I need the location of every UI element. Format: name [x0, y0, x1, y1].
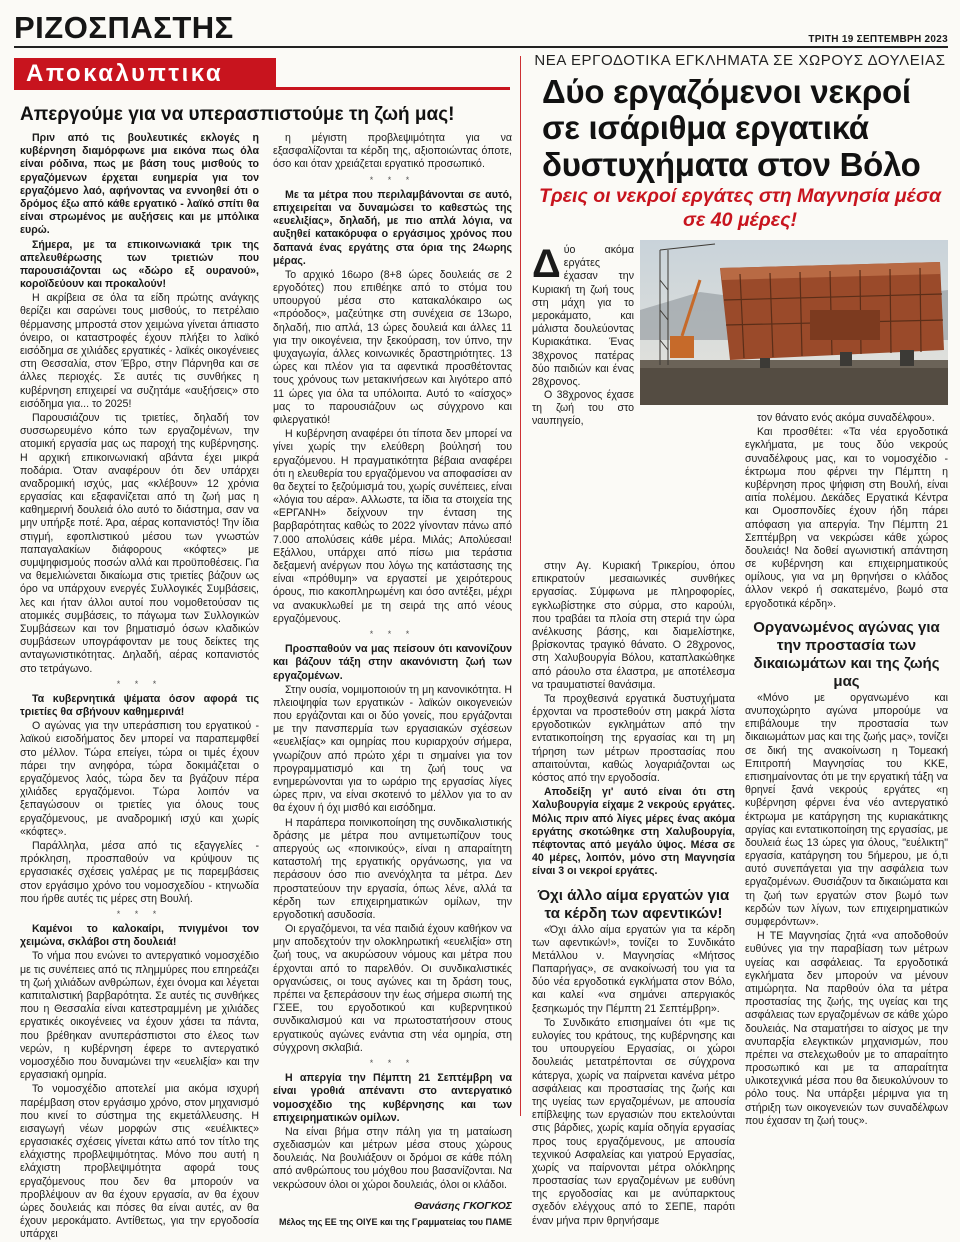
issue-date: ΤΡΙΤΗ 19 ΣΕΠΤΕΜΒΡΗ 2023: [808, 34, 948, 45]
paragraph: Αποδείξη γι' αυτό είναι ότι στη Χαλυβουργία είχαμε 2 νεκρούς εργάτες. Μόλις πριν από λίγες μέρες ένας ακόμα εργάτης σκοτώθηκε στη Χαλυβουργία, πέφτοντας από μεγάλο ύψος. Μέσα σε 40 μέρες, λοιπόν, μόνο στη Μαγνησία είναι 3 οι νεκροί εργάτες.: [532, 786, 735, 878]
news-column-2: [745, 412, 948, 1127]
paragraph: Σήμερα, με τα επικοινωνιακά τρικ της απελευθέρωσης των τριετιών που παρουσιάζονται ως «δώρο εξ ουρανού», κοροϊδεύουν και προκαλούν!: [20, 238, 259, 291]
news-kicker: ΝΕΑ ΕΡΓΟΔΟΤΙΚΑ ΕΓΚΛΗΜΑΤΑ ΣΕ ΧΩΡΟΥΣ ΔΟΥΛΕΙΑΣ: [534, 52, 946, 69]
paragraph: Οι εργαζόμενοι, τα νέα παιδιά έχουν καθήκον να μην αποδεχτούν την ολοκληρωτική «ευελιξία» στη ζωή τους, να ακυρώσουν νόμους και μέτρα που έρχονται από το παρελθόν. Οι συνδικαλιστικές οργανώσεις, οι τους αγώνες και τη δράση τους, πρέπει να ξεπεράσουν την έως σήμερα σιωπή της ΓΣΕΕ, του εργοδοτικού και κυβερνητικού συνδικαλισμού και να πρωτοστατήσουν στους εργατικούς αγώνες ενάντια στη νέα ομηρία, στη σύγχρονη σκλαβιά.: [273, 923, 512, 1054]
news-column-1: [532, 560, 735, 1227]
subheading: Όχι άλλο αίμα εργατών για τα κέρδη των αφεντικών!: [537, 886, 730, 922]
news-body: [532, 242, 948, 1227]
section-separator: * * *: [369, 174, 416, 185]
paragraph: Η ΤΕ Μαγνησίας ζητά «να αποδοθούν ευθύνες για την παραβίαση των μέτρων υγείας και ασφάλειας. Τα εργοδοτικά εγκλήματα δεν μπορούν να μένουν ατιμώρητα. Να παρθούν όλα τα μέτρα προστασίας της ζωής, της υγείας και της ασφάλειας των εργαζομένων σε κάθε χώρο δουλειάς. Να σταματήσει το αίσχος με την ανυπαρξία ελεγκτικών μηχανισμών, που πρέπει να στελεχωθούν με το απαραίτητο προσωπικό και με τα απαραίτητα υλικοτεχνικά μέσα που θα διευκολύνουν το ρόλο τους. Να υπάρξει μέριμνα για τη στήριξη των οικογενειών των συναδέλφων που έχασαν τη ζωή τους».: [745, 930, 948, 1127]
paragraph: Καμένοι το καλοκαίρι, πνιγμένοι τον χειμώνα, σκλάβοι στη δουλειά!: [20, 923, 259, 949]
intro-text: ύο ακόμα εργάτες έχασαν την Κυριακή τη ζωή τους στη μάχη για το μεροκάματο, και μάλιστα δουλεύοντας Κυριακάτικα. Ένας 38χρονος πατέρας δύο παιδιών και ένας 28χρονος.: [532, 244, 634, 388]
news-intro: [532, 244, 634, 560]
paragraph: Στην ουσία, νομιμοποιούν τη μη κανονικότητα. Η πλειοψηφία των εργατικών - λαϊκών οικογενειών που εργάζονται και οι δύο γονείς, που εργάζονται με την πανσπερμία των εργασιακών σχέσεων «ευελιξίας» και ομηρίας που κυριαρχούν σήμερα, γνωρίζουν από πρώτο χέρι τι σημαίνει για τον προγραμματισμό και τη ζωή τους να ενημερώνονται για το ωράριο της εργασίας λίγες ώρες πριν, να είναι σκοτεινό το μέλλον για το αν θα έχουν ή όχι μισθό και εισόδημα.: [273, 683, 512, 815]
paragraph: στην Αγ. Κυριακή Τρικερίου, όπου επικρατούν μεσαιωνικές συνθήκες εργασίας. Σύμφωνα με πληροφορίες, εγκλωβίστηκε στο σύρμα, στο καρούλι, που τραβάει τα πλοία στη στεριά την ώρα ανέλκυσης βάσης, και διαμελίστηκε, βρίσκοντας τραγικό θάνατο. Ο 28χρονος, στη Χαλυβουργία Βόλου, καταπλακώθηκε από ράουλο στα έλαστρα, με αποτέλεσμα να τραυματιστεί θανάσιμα.: [532, 560, 735, 691]
paragraph: τον θάνατο ενός ακόμα συναδέλφου».: [757, 412, 935, 424]
section-separator: * * *: [116, 908, 163, 919]
paragraph: Το νήμα που ενώνει το αντεργατικό νομοσχέδιο με τις συνέπειες από τις πλημμύρες που επηρεάζει τη ζωή χιλιάδων ανθρώπων, έχει όνομα και λέγεται καπιταλιστική βαρβαρότητα. Σε αυτές τις συνθήκες που η Θεσσαλία είναι κατεστραμμένη με χιλιάδες εργατικές οικογένειες να έχουν χάσει τα πάντα, που βρέθηκαν ανυπεράσπιστοι στο έλεος των νερών, η κυβέρνηση έφερε το αντεργατικό νομοσχέδιο που δυναμώνει την «ευελιξία» και την εργασιακή ομηρία.: [20, 950, 259, 1082]
paragraph: Το Συνδικάτο επισημαίνει ότι «με τις ευλογίες του κράτους, της κυβέρνησης και του υπουργείου Εργασίας, οι χώροι δουλειάς μετατρέπονται σε σύγχρονα κάτεργα, χωρίς να παίρνεται κανένα μέτρο ασφάλειας και προστασίας της ζωής και της υγείας των εργαζομένων, με απουσία επίβλεψης των εργασιών που εκτελούνται στις βάρδιες, χωρίς καμία οδηγία εργασίας προς τους εργαζόμενους, με απουσία τεχνικού Ασφαλείας και γιατρού Εργασίας, χωρίς να παίρνονται μέτρα ολόκληρης προστασίας των εργαζομένων με ευθύνη της εργοδοσίας και με ανύπαρκτους σχεδόν ελέγχους από το ΣΕΠΕ, παρότι έναν μήνα πριν θρηνήσαμε: [532, 1016, 735, 1227]
paragraph: Παράλληλα, μέσα από τις εξαγγελίες - πρόκληση, προσπαθούν να κρύψουν τις εργασιακές σχέσεις γαλέρας με τις παρεμβάσεις στον εργάσιμο χρόνο του νομοσχεδίου - κτηνωδία που ήρθε αυτές τις μέρες στη Βουλή.: [20, 839, 259, 905]
paragraph: Τα κυβερνητικά ψέματα όσον αφορά τις τριετίες θα σβήνουν καθημερινά!: [20, 692, 259, 719]
section-label: Αποκαλυπτικα: [26, 60, 224, 87]
opinion-body: [20, 132, 512, 1241]
intro-text-2: Ο 38χρονος έχασε τη ζωή του στο ναυπηγείο,: [532, 389, 634, 428]
paragraph: Η κυβέρνηση αναφέρει ότι τίποτα δεν μπορεί να γίνει χωρίς την ελεύθερη βούλησή του εργαζόμενου. Η πραγματικότητα βέβαια αναφέρει ότι η ελευθερία του εργαζόμενου να αποφασίσει αν θα δεχτεί το ξεζούμισμά του, χωρίς συνέπειες, είναι «λόγια του αέρα». Αλλωστε, τα ίδια τα στοιχεία της «ΕΡΓΑΝΗ» δείχνουν την ένταση της βαρβαρότητας καθώς το 2022 γίνονταν πάνω από 7.000 απολύσεις κάθε μέρα. Μιλάς; Απολύεσαι! Εξάλλου, υπάρχει από πίσω μια τεράστια δεξαμενή ανέργων που λόγω της κατάστασης της είναι «πρόθυμη» να εργαστεί με χειρότερους όρους, πιο κακοπληρωμένη και όσο αντέξει, μέχρι να ανακυκλωθεί με τη σειρά της από νέους εργαζόμενους.: [273, 428, 512, 625]
column-divider: [520, 56, 521, 1116]
paragraph: Τα προχθεσινά εργατικά δυστυχήματα έρχονται να προστεθούν στη μακρά λίστα εργοδοτικών εγκλημάτων από την εντατικοποίηση της εργασίας και τη μη τήρηση των μέτρων προστασίας που απαιτούνται, καθώς λογαριάζονται ως κόστος από την εργοδοσία.: [532, 692, 735, 784]
opinion-headline: Απεργούμε για να υπερασπιστούμε τη ζωή μας!: [20, 104, 455, 125]
paragraph: Η απεργία την Πέμπτη 21 Σεπτέμβρη να είναι γροθιά απέναντι στο αντεργατικό νομοσχέδιο της κυβέρνησης και των επιχειρηματικών ομίλων.: [273, 1072, 512, 1124]
author-role: Μέλος της ΕΕ της ΟΙΥΕ και της Γραμματείας του ΠΑΜΕ: [278, 1216, 512, 1227]
section-separator: * * *: [369, 1057, 416, 1068]
paragraph: Η ακρίβεια σε όλα τα είδη πρώτης ανάγκης θερίζει και σαρώνει τους μισθούς, το πετρέλαιο θέρμανσης μπροστά στον χειμώνα γίνεται άπιαστο όνειρο, οι καταστροφές έχουν πλήξει το λαϊκό εισόδημα σε χιλιάδες εργατικές - λαϊκές οικογένειες στη Θεσσαλία, στον Έβρο, στην Πάρνηθα και σε άλλες περιοχές. Σε αυτές τις συνθήκες η κυβέρνηση επιχειρεί να συζητάμε «αυξήσεις» στο εισόδημα για... το 2025!: [20, 292, 259, 410]
paragraph: Και προσθέτει: «Τα νέα εργοδοτικά εγκλήματα, με τους δύο νεκρούς συναδέλφους μας, και το νομοσχέδιο - έκτρωμα που φέρνει την Πέμπτη η κυβέρνηση προς ψήφιση στη Βουλή, είναι αιτία πολέμου. Δεκάδες Εργατικά Κέντρα και Ομοσπονδίες έχουν ήδη πάρει απόφαση για απεργία. Την Πέμπτη 21 Σεπτέμβρη να νεκρώσει κάθε χώρος δουλειάς! Να δοθεί αγωνιστική απάντηση σε κυβέρνηση και επιχειρηματικούς ομίλους, για να μη θρηνήσει ο κλάδος άλλον νεκρό ή σακατεμένο, βωμό στα εργοδοτικά κέρδη».: [745, 426, 948, 610]
section-separator: * * *: [369, 628, 416, 639]
section-bar: [14, 58, 276, 90]
section-banner: [14, 58, 510, 92]
paragraph: Το νομοσχέδιο αποτελεί μια ακόμα ισχυρή παρέμβαση στον εργάσιμο χρόνο, στον μηχανισμό που κινεί το σύστημα της εκμετάλλευσης. Η εισαγωγή νέων μορφών στις «ευέλικτες» εργασιακές σχέσεις γίνεται κάτω από τον τίτλο της ελάχιστης προβλεψιμότητας. Μόνο που αυτή η ελάχιστη προβλεψιμότητα αφορά τους εργαζόμενους που δεν θα μπορούν να προβλέψουν αν θα έχουν εργασία, αν θα έχουν ώρες δουλειάς και πόσες θα είναι αυτές, αν θα έχουν μεροκάματο. Αντίθετως, για την εργοδοσία υπάρχει: [20, 1083, 259, 1241]
paragraph: η μέγιστη προβλεψιμότητα για να εξασφαλίζονται τα κέρδη της, αξιοποιώντας όποτε, όσο και όταν χρειάζεται εργατικό προσωπικό.: [273, 132, 512, 171]
opinion-column-1: [20, 132, 259, 1241]
paragraph: Το αρχικό 16ωρο (8+8 ώρες δουλειάς σε 2 εργοδότες) που επιθέηκε από το στόμα του υπουργού μέσα στο κατακαλόκαιρο ως «πρόοδος», μαζεύτηκε στη συνέχεια σε 13ωρο, δηλαδή, πιο απλά, 13 ώρες δουλειά και άλλες 11 για την οικογένεια, την ξεκούραση, τον ύπνο, την ψυχαγωγία, άλλες κοινωνικές δραστηριότητες. 13 ώρες και πλέον για τα αφεντικά προσθέτοντας τους χρόνους των μετακινήσεων και λιγότερο από 11 ώρες για όλα τα υπόλοιπα. Αυτό το «αίσχος» μας το παρουσιάζουν ως σύγχρονο και φιλεργατικό!: [273, 268, 512, 426]
masthead: [14, 8, 948, 48]
paragraph: Προσπαθούν να μας πείσουν ότι κανονίζουν και βάζουν τάξη στην ακανόνιστη ζωή των εργαζομένων.: [273, 643, 512, 682]
paragraph: Η παράπερα ποινικοποίηση της συνδικαλιστικής δράσης με μέτρα που αντιμετωπίζουν τους απεργούς ως «ποινικούς», είναι η απαραίτητη καταστολή της εργατικής οργάνωσης, για να περάσουν όσο πιο ανενόχλητα τα μέτρα. Δεν προστατεύουν την εργασία, όπως λένε, αλλά τα κέρδη των επιχειρηματικών ομίλων, την εργοδοτική ασυδοσία.: [273, 816, 512, 921]
paragraph: Με τα μέτρα που περιλαμβάνονται σε αυτό, επιχειρείται να δυναμώσει το καθεστώς της «ευελιξίας», δηλαδή, με πιο απλά λόγια, να αυξηθεί κατακόρυφα ο εργάσιμος χρόνος που δαπανά ένας εργάτης στα όρια της 24ωρης μέρας.: [273, 188, 512, 267]
paragraph: Ο αγώνας για την υπεράσπιση του εργατικού - λαϊκού εισοδήματος δεν μπορεί να παραπεμφθεί στο μέλλον. Τώρα επείγει, τώρα οι τιμές έχουν πάρει την ανηφόρα, τώρα δοκιμάζεται ο εργαζόμενος λαός, τώρα δεν τα βγάζουν πέρα χιλιάδες εργαζόμενοι. Τώρα λοιπόν να ξεπαγώσουν οι τριετίες για όλους τους εργαζόμενους, με αναδρομική ισχύ και χωρίς «κόφτες».: [20, 720, 259, 838]
author-name: Θανάσης ΓΚΟΓΚΟΣ: [414, 1199, 512, 1212]
opinion-column-2: [273, 132, 512, 1227]
section-separator: * * *: [116, 678, 163, 689]
subheading: Οργανωμένος αγώνας για την προστασία των δικαιωμάτων και της ζωής μας: [753, 618, 940, 690]
news-headline: Δύο εργαζόμενοι νεκροί σε ισάριθμα εργατικά δυστυχήματα στον Βόλο: [542, 73, 921, 183]
paragraph: Παρουσιάζουν τις τριετίες, δηλαδή τον συσσωρευμένο κόπο των εργαζομένων, την ατομική εργασία μας ως παροχή της κυβέρνησης. Η αρχική επικοινωνιακή αβάντα έχει μικρά ποδάρια. Όταν αναφέρουν ότι δεν υπάρχει αναδρομική ισχύς, μας «κλέβουν» 12 χρόνια εργασίας και εξαφανίζεται από τη ζωή μας η καθημερινή δουλειά όλο αυτό το διάστημα, σαν να μην υπήρξε ποτέ. Άρα, αέρας κοπανιστός! Την ίδια στιγμή, εφοπλιστικού μέσου των γνωστών παπαγαλακίων διάφορους «κόφτες» με συμψηφισμούς ποσών αλλά και προϋποθέσεις. Για να θεμελιώνεται δικαίωμα στις τριετίες βάζουν ως όρο να υπάρχουν ενεργές Συλλογικές Συμβάσεις, λες και ήταν άλλοι αυτοί που νομοθετούσαν τις ατομικές συμβάσεις, το πάγωμα των Συλλογικών Συμβάσεων και τον βηματισμό όσων κλαδικών συμβάσεων υπογράφονταν με τους δείκτες της ανταγωνιστικότητας. Δηλαδή, αέρας κοπανιστός στο τετράγωνο.: [20, 411, 259, 675]
paragraph: «Όχι άλλο αίμα εργατών για τα κέρδη των αφεντικών!», τονίζει το Συνδικάτο Μετάλλου ν. Μαγνησίας «Μήτσος Παπαρήγας», σε ανακοίνωσή του για τα δύο νέα εργοδοτικά εγκλήματα στον Βόλο, και καλεί «να σημάνει απεργιακός ξεσηκωμός την Πέμπτη 21 Σεπτέμβρη».: [532, 923, 735, 1015]
paragraph: Να είναι βήμα στην πάλη για τη ματαίωση σχεδιασμών και μέτρων μέσα στους χώρους δουλειάς. Να βουλιάξουν οι δρόμοι σε κάθε πόλη από ανθρώπους του μόχθου που βασανίζονται. Να νεκρώσουν όλοι οι χώροι δουλειάς, όλοι οι κλάδοι.: [273, 1125, 512, 1191]
paragraph: «Μόνο με οργανωμένο και ανυποχώρητο αγώνα μπορούμε να επιβάλουμε την προστασία των δικαιωμάτων μας και της ζωής μας», τονίζει σε δική της ανακοίνωση η Τομεακή Επιτροπή Μαγνησίας του ΚΚΕ, επισημαίνοντας ότι με την εργατική τάξη να θρηνεί ξανά νεκρούς εργάτες «η κυβέρνηση φέρνει ένα νέο αντεργατικό έκτρωμα με κατάργηση της κυριακάτικης αργίας και εντατικοποίηση της εργασίας, με δουλειά έως 13 ώρες για όλους, "ευέλικτη" εργασία, κατάργηση του 5ήμερου, με ό,τι αυτό συνεπάγεται για την ασφάλεια των εργαζομένων. Θυσιάζουν τα δικαιώματα και τη ζωή των εργατών στον βωμό των κερδών των λίγων, των επιχειρηματικών συμφερόντων».: [745, 691, 948, 928]
section-rule: [276, 87, 510, 90]
drop-cap: Δ: [532, 242, 561, 286]
paragraph: Πριν από τις βουλευτικές εκλογές η κυβέρνηση διαμόρφωνε μια εικόνα πως όλα είναι ρόδινα, πως με βάση τους μισθούς το εργαζόμενων έρχεται ευημερία για τον εργαζόμενο λαό, αφήνοντας να εννοηθεί ότι ο δρόμος έξω από κάθε εργατικό - λαϊκό σπίτι θα είναι στρωμένος με αυξήσεις και με μπόλικα ευρώ.: [20, 132, 259, 237]
news-subhead: Τρεις οι νεκροί εργάτες στη Μαγνησία μέσα σε 40 μέρες!: [538, 185, 942, 232]
newspaper-logo: ΡΙΖΟΣΠΑΣΤΗΣ: [14, 10, 234, 45]
